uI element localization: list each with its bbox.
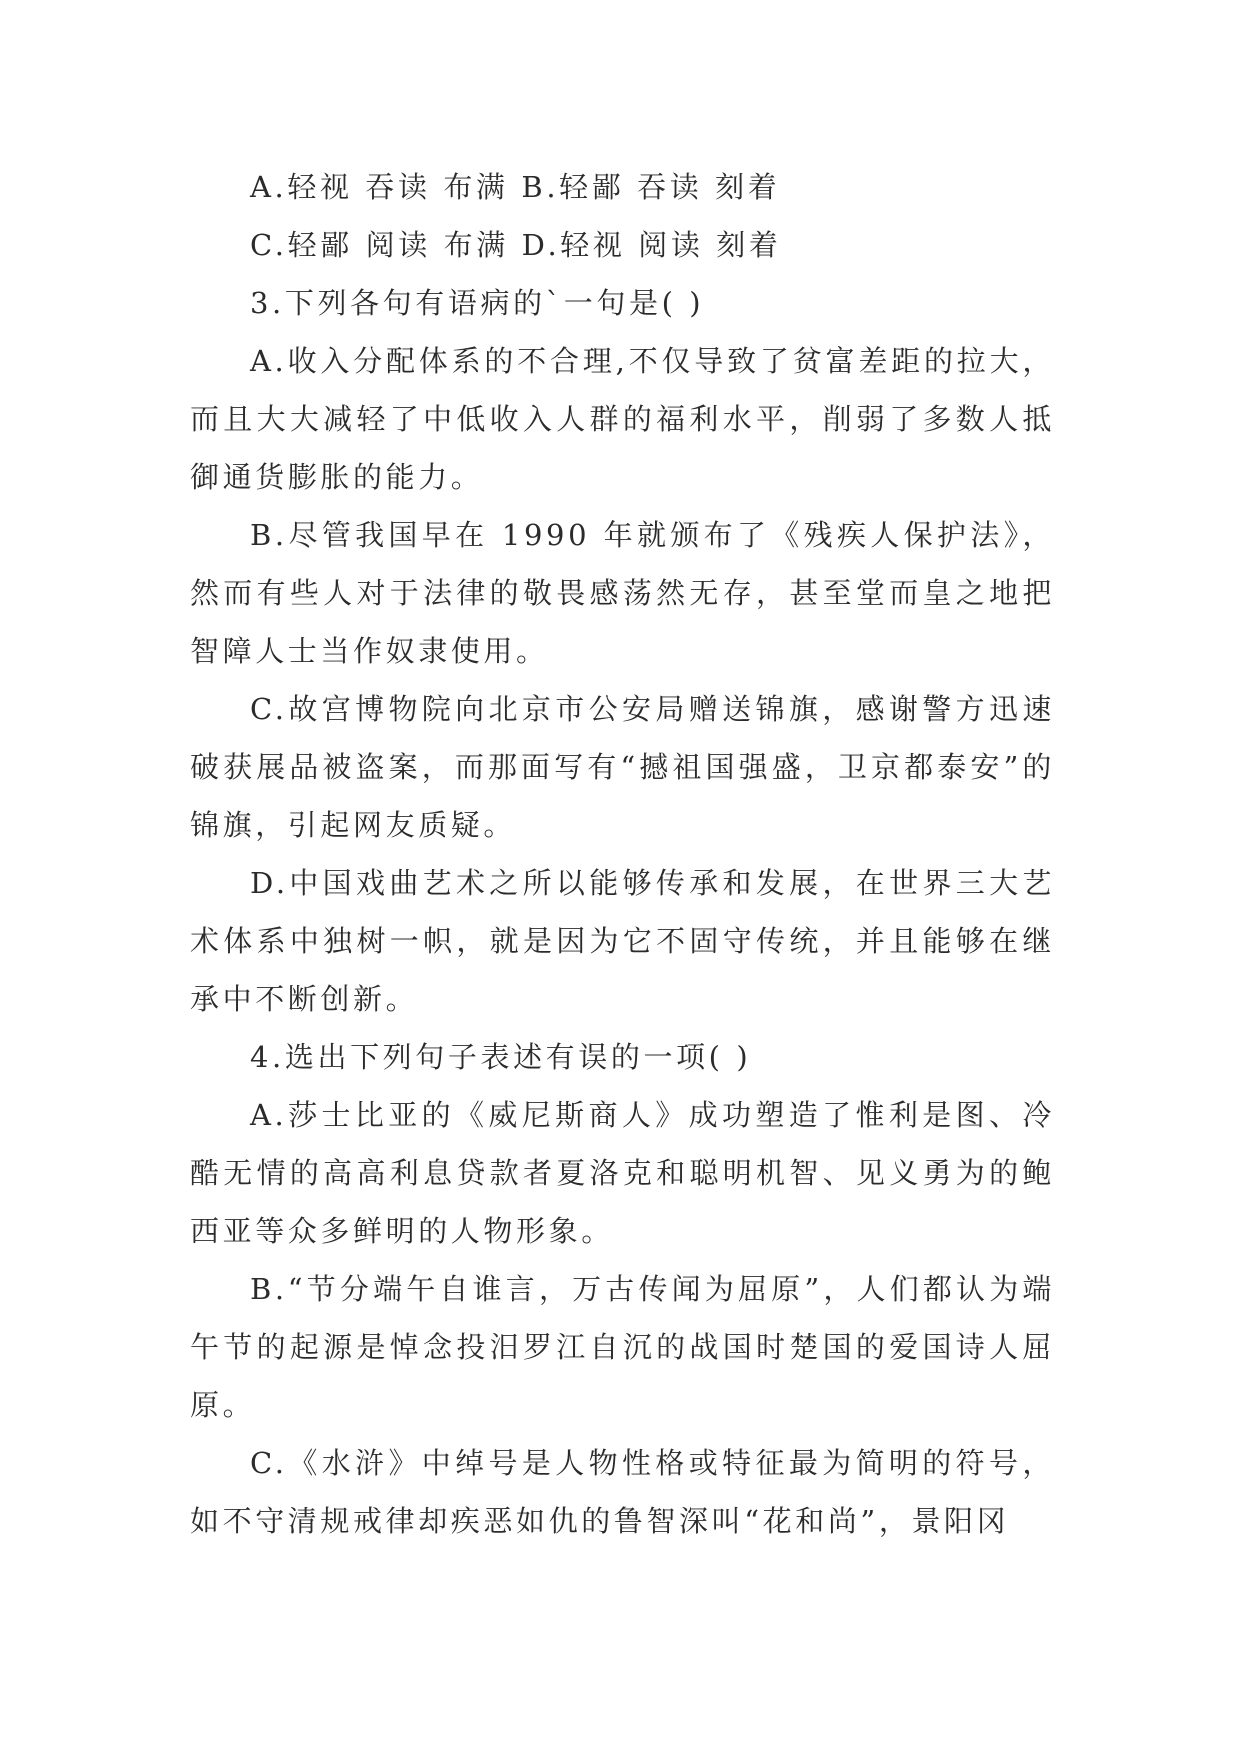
- question-3-option-c: C.故宫博物院向北京市公安局赠送锦旗，感谢警方迅速破获展品被盗案，而那面写有“撼祖国强盛，卫京都泰安”的锦旗，引起网友质疑。: [190, 692, 1055, 842]
- question-3-option-b: B.尽管我国早在 1990 年就颁布了《残疾人保护法》，然而有些人对于法律的敬畏感荡然无存，甚至堂而皇之地把智障人士当作奴隶使用。: [190, 518, 1055, 668]
- question-4-option-b: B.“节分端午自谁言，万古传闻为屈原”，人们都认为端午节的起源是悼念投汨罗江自沉的战国时楚国的爱国诗人屈原。: [190, 1272, 1055, 1422]
- question-4-prompt: 4.选出下列句子表述有误的一项( ): [250, 1040, 752, 1074]
- question-3-option-d: D.中国戏曲艺术之所以能够传承和发展，在世界三大艺术体系中独树一帜，就是因为它不固守传统，并且能够在继承中不断创新。: [190, 866, 1055, 1016]
- document-body: [190, 158, 1055, 1550]
- question-4-option-a: A.莎士比亚的《威尼斯商人》成功塑造了惟利是图、冷酷无情的高高利息贷款者夏洛克和聪明机智、见义勇为的鲍西亚等众多鲜明的人物形象。: [190, 1098, 1055, 1248]
- question-3-option-a: A.收入分配体系的不合理,不仅导致了贫富差距的拉大，而且大大减轻了中低收入人群的福利水平，削弱了多数人抵御通货膨胀的能力。: [190, 344, 1055, 494]
- options-line-cd: C.轻鄙 阅读 布满 D.轻视 阅读 刻着: [250, 228, 782, 262]
- options-line-ab: A.轻视 吞读 布满 B.轻鄙 吞读 刻着: [250, 170, 781, 204]
- question-3-prompt: 3.下列各句有语病的`一句是( ): [250, 286, 705, 320]
- question-4-option-c: C.《水浒》中绰号是人物性格或特征最为简明的符号，如不守清规戒律却疾恶如仇的鲁智深叫“花和尚”，景阳冈: [190, 1446, 1055, 1538]
